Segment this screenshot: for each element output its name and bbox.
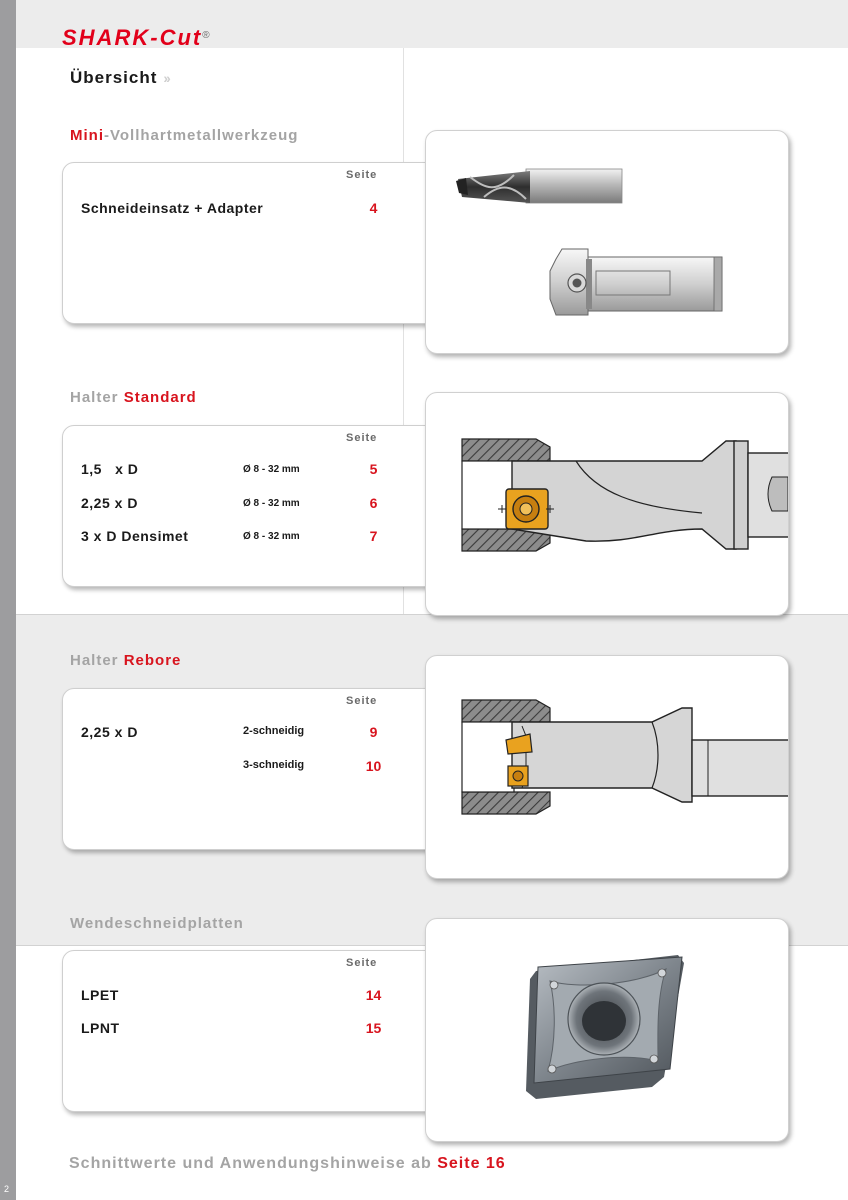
section-title-mini: Mini-Vollhartmetallwerkzeug <box>70 127 299 144</box>
list-item: 2,25 x D 2-schneidig 9 <box>81 724 378 740</box>
panel-standard <box>62 425 444 587</box>
image-rebore-holder <box>425 655 789 879</box>
column-header-seite: Seite <box>346 169 378 181</box>
page-number: 2 <box>4 1184 10 1194</box>
list-item: 2,25 x D Ø 8 - 32 mm 6 <box>81 495 378 511</box>
list-item: 3-schneidig 10 <box>243 758 382 774</box>
panel-rebore <box>62 688 444 850</box>
section-title-standard: Halter Standard <box>70 389 197 406</box>
section-title-rebore: Halter Rebore <box>70 652 182 669</box>
panel-inserts <box>62 950 444 1112</box>
list-item: Schneideinsatz + Adapter 4 <box>81 200 378 216</box>
panel-mini <box>62 162 444 324</box>
section-title-inserts: Wendeschneidplatten <box>70 915 244 932</box>
column-header-seite: Seite <box>346 695 378 707</box>
column-header-seite: Seite <box>346 957 378 969</box>
list-item: 3 x D Densimet Ø 8 - 32 mm 7 <box>81 528 378 544</box>
brand-logo: SHARK-Cut® <box>62 25 210 50</box>
chevron-right-icon: ›› <box>163 70 169 86</box>
image-standard-holder <box>425 392 789 616</box>
image-insert-plate <box>425 918 789 1142</box>
footer-note: Schnittwerte und Anwendungshinweise ab Seite 16 <box>69 1155 506 1172</box>
side-bar <box>0 0 16 1200</box>
image-mini-tool <box>425 130 789 354</box>
list-item: LPET 14 <box>81 987 382 1003</box>
page-title: Übersicht ›› <box>70 68 169 87</box>
list-item: LPNT 15 <box>81 1020 382 1036</box>
list-item: 1,5 x D Ø 8 - 32 mm 5 <box>81 461 378 477</box>
column-header-seite: Seite <box>346 432 378 444</box>
